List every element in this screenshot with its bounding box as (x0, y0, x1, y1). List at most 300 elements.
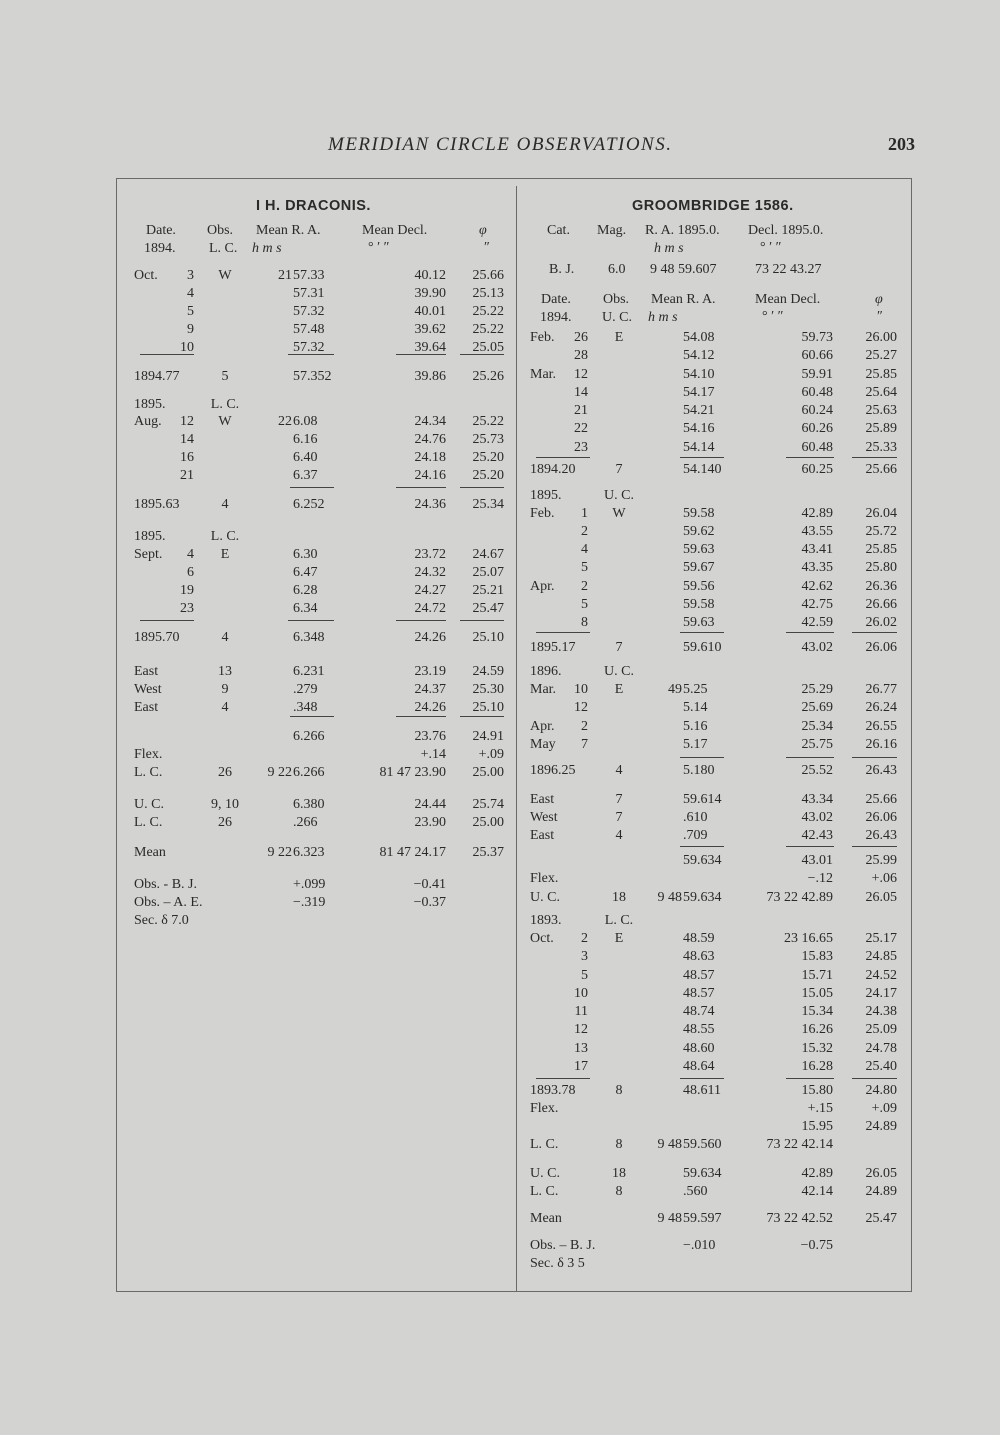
left-cell-ra: 6.40 (293, 450, 318, 465)
left-sum-rule (396, 354, 446, 355)
right-cell-ra: 5.17 (683, 737, 708, 752)
left-cell-obs: 9 (221, 682, 229, 697)
left-cell-ra: 6.47 (293, 565, 318, 580)
right-cell-decl: 43.35 (801, 560, 833, 575)
left-cell-ra: .266 (293, 815, 318, 830)
left-sum-rule (396, 620, 446, 621)
right-cell-ra: 5.14 (683, 700, 708, 715)
right-cell-day: 10 (574, 682, 588, 697)
right-cell-day: 3 (581, 949, 588, 964)
left-cell-ra: 6.266 (293, 765, 325, 780)
right-cell-day: 22 (574, 421, 588, 436)
left-cell-decl: 24.44 (414, 797, 446, 812)
right-cell-decl: 43.34 (801, 792, 833, 807)
right-cell-decl: 60.24 (801, 403, 833, 418)
right-cat-name: B. J. (549, 262, 575, 277)
left-cell-phi: 24.59 (472, 664, 504, 679)
right-cell-ra: 48.63 (683, 949, 715, 964)
right-cell-ra: 59.560 (683, 1137, 722, 1152)
right-subhead-year: 1894. (540, 310, 572, 325)
right-cell-ra: 59.634 (683, 890, 722, 905)
right-cell-day: 5 (581, 968, 588, 983)
left-cell-ra: 6.231 (293, 664, 325, 679)
left-sum-rule (460, 620, 504, 621)
right-cell-day: 11 (574, 1004, 588, 1019)
right-cell-hm: 49 (668, 682, 682, 697)
right-cell-phi: +.06 (871, 871, 897, 886)
left-cell-ra: 6.16 (293, 432, 318, 447)
right-cell-label: Sec. δ 3 5 (530, 1256, 585, 1271)
left-subhead-phi-units: ″ (484, 240, 490, 255)
right-cell-decl: 25.75 (801, 737, 833, 752)
left-sum-rule (460, 354, 504, 355)
left-cell-phi: +.09 (478, 747, 504, 762)
left-cell-decl: 39.86 (414, 369, 446, 384)
right-title: GROOMBRIDGE 1586. (632, 198, 794, 214)
left-cell-decl: 24.27 (414, 583, 446, 598)
right-cell-label: 1893.78 (530, 1083, 576, 1098)
left-cell-phi: 25.22 (472, 304, 504, 319)
right-cell-phi: 24.89 (865, 1119, 897, 1134)
right-ra1895-head: R. A. 1895.0. (645, 223, 720, 238)
right-cell-phi: 25.89 (865, 421, 897, 436)
right-cell-label: 1896.25 (530, 763, 576, 778)
left-cell-label: L. C. (134, 765, 163, 780)
left-cell-phi: 25.73 (472, 432, 504, 447)
right-cell-label: East (530, 792, 555, 807)
right-cell-day: 12 (574, 700, 588, 715)
left-cell-obs: L. C. (210, 397, 240, 412)
left-cell-phi: 25.20 (472, 468, 504, 483)
left-sum-rule (460, 716, 504, 717)
right-cell-obs: 18 (612, 1166, 626, 1181)
left-cell-decl: 40.12 (414, 268, 446, 283)
right-cell-label: U. C. (530, 1166, 560, 1181)
right-cell-day: 21 (574, 403, 588, 418)
left-cell-phi: 25.10 (472, 700, 504, 715)
right-cell-day: 5 (581, 560, 588, 575)
right-cell-ra: 54.08 (683, 330, 715, 345)
left-cell-phi: 25.34 (472, 497, 504, 512)
right-sum-rule (852, 757, 897, 758)
left-cell-decl: 24.76 (414, 432, 446, 447)
right-cell-ra: 54.17 (683, 385, 715, 400)
right-cell-ra: 59.634 (683, 853, 722, 868)
left-cell-label: Oct. (134, 268, 158, 283)
left-cell-day: 9 (187, 322, 194, 337)
left-cell-phi: 25.05 (472, 340, 504, 355)
left-colhead-date: Date. (146, 223, 176, 238)
right-cell-day: 26 (574, 330, 588, 345)
right-cell-obs: U. C. (604, 488, 634, 503)
left-cell-phi: 24.91 (472, 729, 504, 744)
left-cell-obs: 4 (221, 700, 229, 715)
left-sum-rule (140, 354, 194, 355)
right-sum-rule (786, 757, 834, 758)
left-cell-label: 1895. (134, 529, 166, 544)
left-cell-decl: +.14 (420, 747, 446, 762)
right-cell-ra: 54.21 (683, 403, 715, 418)
right-cell-label: 1894.20 (530, 462, 576, 477)
right-sum-rule (852, 632, 897, 633)
right-cell-obs: 7 (615, 462, 623, 477)
left-cell-phi: 25.13 (472, 286, 504, 301)
column-divider (516, 186, 517, 1291)
right-cell-decl: 15.80 (801, 1083, 833, 1098)
left-cell-label: Aug. (134, 414, 162, 429)
right-cell-ra: 48.57 (683, 968, 715, 983)
left-cell-phi: 25.37 (472, 845, 504, 860)
left-cell-decl: −0.37 (413, 895, 446, 910)
right-subhead-phi-units: ″ (877, 309, 883, 324)
left-cell-day: 4 (187, 286, 194, 301)
left-cell-obs: 13 (218, 664, 232, 679)
right-cat-decl: 73 22 43.27 (755, 262, 822, 277)
left-title: I H. DRACONIS. (256, 198, 371, 214)
left-cell-label: U. C. (134, 797, 164, 812)
right-sum-rule (786, 846, 834, 847)
right-cell-ra: 59.597 (683, 1211, 722, 1226)
right-subhead-decl-units: ° ′ ″ (762, 309, 784, 324)
left-cell-obs: 9, 10 (211, 797, 239, 812)
right-sum-rule (680, 846, 724, 847)
left-cell-decl: −0.41 (413, 877, 446, 892)
left-cell-ra: 57.352 (293, 369, 332, 384)
left-cell-day: 19 (180, 583, 194, 598)
left-colhead-ra: Mean R. A. (256, 223, 321, 238)
right-cell-phi: 26.16 (865, 737, 897, 752)
left-cell-ra: 6.08 (293, 414, 318, 429)
right-sum-rule (680, 457, 724, 458)
left-sum-rule (396, 716, 446, 717)
right-cell-phi: 25.63 (865, 403, 897, 418)
left-cell-phi: 25.26 (472, 369, 504, 384)
right-cell-phi: 26.43 (865, 763, 897, 778)
left-cell-decl: 24.16 (414, 468, 446, 483)
right-cell-decl: 42.14 (801, 1184, 833, 1199)
left-cell-ra: −.319 (293, 895, 326, 910)
right-cell-decl: +.15 (807, 1101, 833, 1116)
right-cell-label: Obs. – B. J. (530, 1238, 596, 1253)
right-cell-label: Feb. (530, 330, 555, 345)
left-cell-label: Obs. – A. E. (134, 895, 203, 910)
right-cell-label: L. C. (530, 1137, 559, 1152)
left-subhead-decl-units: ° ′ ″ (368, 240, 390, 255)
right-cell-day: 10 (574, 986, 588, 1001)
right-cell-phi: 25.66 (865, 792, 897, 807)
right-cell-decl: 15.34 (801, 1004, 833, 1019)
right-cell-ra: 5.16 (683, 719, 708, 734)
left-cell-label: L. C. (134, 815, 163, 830)
right-cell-decl: 25.52 (801, 763, 833, 778)
right-cell-ra: 59.610 (683, 640, 722, 655)
right-cell-label: Apr. (530, 719, 555, 734)
left-cell-hm: 9 22 (267, 845, 292, 860)
right-cell-ra: .709 (683, 828, 708, 843)
right-cell-decl: 25.29 (801, 682, 833, 697)
right-sum-rule (680, 757, 724, 758)
right-cell-phi: 26.66 (865, 597, 897, 612)
right-cell-day: 8 (581, 615, 588, 630)
right-cell-phi: +.09 (871, 1101, 897, 1116)
right-cell-phi: 25.64 (865, 385, 897, 400)
left-sum-rule (290, 487, 334, 488)
left-cell-obs: L. C. (210, 529, 240, 544)
right-colhead-phi: φ (875, 292, 883, 307)
right-cell-decl: 25.34 (801, 719, 833, 734)
right-cell-phi: 26.02 (865, 615, 897, 630)
right-sum-rule (786, 632, 834, 633)
left-cell-label: Obs. - B. J. (134, 877, 198, 892)
left-cell-day: 12 (180, 414, 194, 429)
left-cell-decl: 24.26 (414, 700, 446, 715)
right-cell-ra: 59.58 (683, 506, 715, 521)
right-mag-head: Mag. (597, 223, 627, 238)
right-cell-ra: 54.16 (683, 421, 715, 436)
right-cell-day: 28 (574, 348, 588, 363)
left-cell-ra: 57.32 (293, 340, 325, 355)
right-cell-decl: 43.02 (801, 640, 833, 655)
right-cell-obs: 8 (615, 1083, 623, 1098)
right-cat-head: Cat. (547, 223, 570, 238)
running-title: MERIDIAN CIRCLE OBSERVATIONS. (328, 134, 673, 155)
right-cell-phi: 26.00 (865, 330, 897, 345)
right-cell-obs: E (614, 931, 624, 946)
left-cell-ra: .279 (293, 682, 318, 697)
left-cell-day: 21 (180, 468, 194, 483)
left-cell-label: Flex. (134, 747, 163, 762)
right-subhead-ra-units: h m s (648, 310, 678, 325)
right-cell-ra: 48.74 (683, 1004, 715, 1019)
right-cell-phi: 26.36 (865, 579, 897, 594)
right-cell-obs: 7 (615, 792, 623, 807)
left-cell-label: Sec. δ 7.0 (134, 913, 189, 928)
left-cell-decl: 24.32 (414, 565, 446, 580)
left-cell-phi: 25.07 (472, 565, 504, 580)
right-cell-ra: 48.611 (683, 1083, 721, 1098)
right-cell-obs: L. C. (604, 913, 634, 928)
right-cell-label: Mar. (530, 682, 557, 697)
right-colhead-decl: Mean Decl. (755, 292, 821, 307)
right-cell-decl: −0.75 (800, 1238, 833, 1253)
left-cell-decl: 39.90 (414, 286, 446, 301)
right-cell-obs: W (612, 506, 626, 521)
right-cell-ra: 5.180 (683, 763, 715, 778)
left-cell-decl: 24.36 (414, 497, 446, 512)
right-cell-label: 1893. (530, 913, 562, 928)
right-cell-label: Feb. (530, 506, 555, 521)
left-cell-ra: 6.348 (293, 630, 325, 645)
right-cell-obs: U. C. (604, 664, 634, 679)
right-cell-day: 13 (574, 1041, 588, 1056)
right-cell-ra: 48.57 (683, 986, 715, 1001)
left-subhead-ra-units: h m s (252, 241, 282, 256)
left-cell-obs: 4 (221, 630, 229, 645)
left-cell-ra: 57.33 (293, 268, 325, 283)
right-cell-day: 5 (581, 597, 588, 612)
left-cell-obs: 26 (218, 815, 232, 830)
right-cell-decl: −.12 (807, 871, 833, 886)
right-cell-day: 12 (574, 1022, 588, 1037)
right-cell-ra: 59.62 (683, 524, 715, 539)
left-subhead-circle: L. C. (209, 241, 238, 256)
right-cell-obs: 7 (615, 640, 623, 655)
right-cell-phi: 24.38 (865, 1004, 897, 1019)
right-cell-label: West (530, 810, 558, 825)
left-sum-rule (460, 487, 504, 488)
left-cell-phi: 25.21 (472, 583, 504, 598)
left-cell-decl: 39.62 (414, 322, 446, 337)
right-subhead-circle: U. C. (602, 310, 632, 325)
left-cell-day: 16 (180, 450, 194, 465)
left-cell-decl: 39.64 (414, 340, 446, 355)
right-cell-phi: 26.04 (865, 506, 897, 521)
left-cell-obs: W (218, 268, 232, 283)
right-cell-obs: 8 (615, 1184, 623, 1199)
left-cell-ra: 6.34 (293, 601, 318, 616)
left-cell-label: 1895. (134, 397, 166, 412)
right-cell-label: Mar. (530, 367, 557, 382)
right-cell-decl: 15.05 (801, 986, 833, 1001)
right-cell-day: 2 (581, 931, 588, 946)
right-cell-decl: 60.48 (801, 385, 833, 400)
right-cell-decl: 42.75 (801, 597, 833, 612)
right-cell-hm: 9 48 (657, 1211, 682, 1226)
left-cell-decl: 24.72 (414, 601, 446, 616)
left-cell-phi: 25.10 (472, 630, 504, 645)
right-cell-day: 7 (581, 737, 588, 752)
left-cell-phi: 25.22 (472, 414, 504, 429)
left-cell-decl: 23.19 (414, 664, 446, 679)
right-cell-day: 17 (574, 1059, 588, 1074)
right-cell-day: 1 (581, 506, 588, 521)
right-cell-ra: 59.63 (683, 542, 715, 557)
right-cell-phi: 26.06 (865, 640, 897, 655)
left-sum-rule (290, 716, 334, 717)
right-colhead-ra: Mean R. A. (651, 292, 716, 307)
right-cell-decl: 42.43 (801, 828, 833, 843)
right-cell-decl: 16.28 (801, 1059, 833, 1074)
left-cell-label: 1894.77 (134, 369, 180, 384)
right-cell-decl: 59.73 (801, 330, 833, 345)
right-cell-phi: 25.85 (865, 542, 897, 557)
right-cell-ra: 59.63 (683, 615, 715, 630)
left-cell-day: 4 (187, 547, 194, 562)
right-cell-phi: 25.85 (865, 367, 897, 382)
right-cell-label: 1895. (530, 488, 562, 503)
right-cell-obs: E (614, 330, 624, 345)
right-cell-phi: 26.43 (865, 828, 897, 843)
right-sum-rule (852, 1078, 897, 1079)
right-sum-rule (680, 1078, 724, 1079)
left-cell-decl: 24.18 (414, 450, 446, 465)
right-cell-label: Flex. (530, 1101, 559, 1116)
left-cell-obs: 26 (218, 765, 232, 780)
right-cell-phi: 26.05 (865, 890, 897, 905)
left-sum-rule (396, 487, 446, 488)
right-cell-decl: 60.48 (801, 440, 833, 455)
right-cell-ra: 5.25 (683, 682, 708, 697)
left-cell-decl: 24.37 (414, 682, 446, 697)
left-sum-rule (140, 620, 194, 621)
right-cell-decl: 15.95 (801, 1119, 833, 1134)
right-cell-ra: 59.58 (683, 597, 715, 612)
right-cell-ra: 59.56 (683, 579, 715, 594)
right-cell-decl: 15.32 (801, 1041, 833, 1056)
right-cell-ra: 54.14 (683, 440, 715, 455)
right-cell-day: 14 (574, 385, 588, 400)
left-cell-hm: 9 22 (267, 765, 292, 780)
left-cell-decl: 24.34 (414, 414, 446, 429)
left-cell-ra: 57.31 (293, 286, 325, 301)
right-sum-rule (536, 632, 590, 633)
left-cell-decl: 23.72 (414, 547, 446, 562)
right-cell-phi: 26.05 (865, 1166, 897, 1181)
left-cell-phi: 25.20 (472, 450, 504, 465)
left-cell-ra: 6.28 (293, 583, 318, 598)
left-cell-day: 14 (180, 432, 194, 447)
right-sum-rule (786, 1078, 834, 1079)
right-cell-phi: 25.27 (865, 348, 897, 363)
left-cell-decl: 24.26 (414, 630, 446, 645)
right-cell-ra: .610 (683, 810, 708, 825)
left-cell-phi: 25.00 (472, 765, 504, 780)
right-cell-phi: 26.24 (865, 700, 897, 715)
right-cell-day: 2 (581, 524, 588, 539)
right-cell-phi: 24.78 (865, 1041, 897, 1056)
left-colhead-phi: φ (479, 223, 487, 238)
right-cell-decl: 16.26 (801, 1022, 833, 1037)
left-cell-ra: 6.266 (293, 729, 325, 744)
left-cell-day: 10 (180, 340, 194, 355)
left-cell-ra: 6.30 (293, 547, 318, 562)
right-cell-ra: 54.10 (683, 367, 715, 382)
left-cell-decl: 40.01 (414, 304, 446, 319)
right-cell-day: 2 (581, 579, 588, 594)
right-cell-phi: 24.80 (865, 1083, 897, 1098)
left-cell-label: Sept. (134, 547, 163, 562)
right-cell-decl: 43.41 (801, 542, 833, 557)
left-colhead-decl: Mean Decl. (362, 223, 428, 238)
left-cell-label: Mean (134, 845, 166, 860)
right-cell-label: 1895.17 (530, 640, 576, 655)
right-cell-day: 23 (574, 440, 588, 455)
right-cell-decl: 42.62 (801, 579, 833, 594)
right-cell-label: Mean (530, 1211, 562, 1226)
left-cell-phi: 25.00 (472, 815, 504, 830)
left-subhead-year: 1894. (144, 241, 176, 256)
right-cell-phi: 24.52 (865, 968, 897, 983)
right-sum-rule (786, 457, 834, 458)
right-cell-phi: 25.09 (865, 1022, 897, 1037)
right-cell-decl: 25.69 (801, 700, 833, 715)
right-cell-phi: 25.17 (865, 931, 897, 946)
right-cell-obs: 7 (615, 810, 623, 825)
right-cell-obs: 8 (615, 1137, 623, 1152)
left-cell-ra: 57.48 (293, 322, 325, 337)
right-cat-mag: 6.0 (608, 262, 626, 277)
right-cell-day: 2 (581, 719, 588, 734)
right-sum-rule (852, 846, 897, 847)
left-cell-obs: E (220, 547, 230, 562)
right-cell-label: U. C. (530, 890, 560, 905)
left-cell-ra: 57.32 (293, 304, 325, 319)
left-cell-label: 1895.63 (134, 497, 180, 512)
right-cell-phi: 25.66 (865, 462, 897, 477)
left-cell-ra: 6.37 (293, 468, 318, 483)
right-cell-decl: 43.01 (801, 853, 833, 868)
right-cell-obs: 4 (615, 763, 623, 778)
